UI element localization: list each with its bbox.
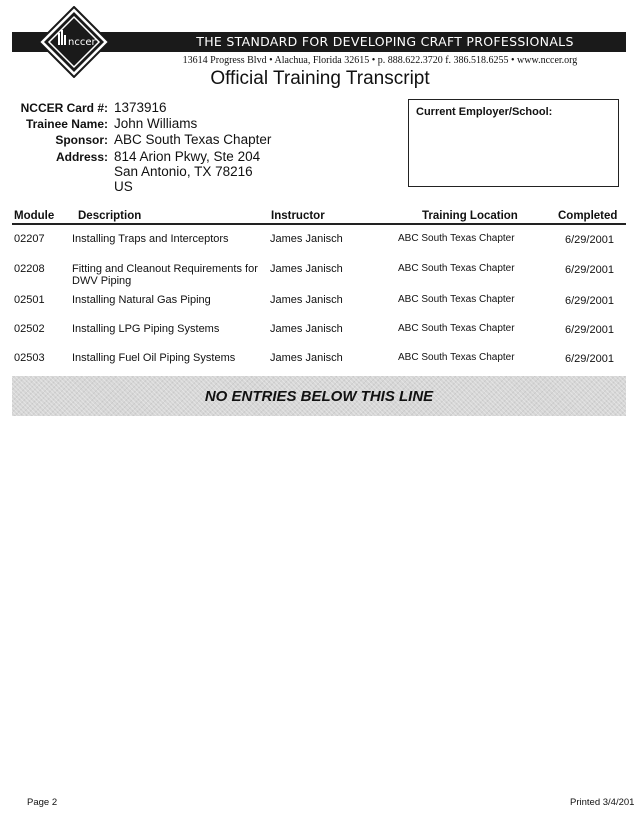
nccer-logo [38,6,110,78]
col-header-instructor: Instructor [271,210,325,222]
table-row-description: Installing Natural Gas Piping [72,294,211,306]
address-label: Address: [55,150,108,164]
card-label: NCCER Card #: [20,101,108,115]
table-row-description: Installing Fuel Oil Piping Systems [72,352,236,364]
table-row-instructor: James Janisch [270,233,343,245]
table-row-description: Installing Traps and Interceptors [72,233,229,245]
table-row-instructor: James Janisch [270,263,343,275]
table-row-location: ABC South Texas Chapter [398,323,515,334]
page-number: Page 2 [27,797,58,808]
col-header-location: Training Location [422,210,518,222]
table-row-module: 02503 [14,352,45,364]
page-title: Official Training Transcript [210,68,430,89]
table-row-location: ABC South Texas Chapter [398,352,515,363]
table-row-description-cont: DWV Piping [72,275,132,287]
card-value: 1373916 [114,100,167,115]
table-row-module: 02502 [14,323,45,335]
address-line-3: US [114,179,133,194]
table-row-instructor: James Janisch [270,323,343,335]
table-row-completed: 6/29/2001 [565,324,614,336]
col-header-description: Description [78,210,142,222]
table-row-location: ABC South Texas Chapter [398,233,515,244]
table-row-location: ABC South Texas Chapter [398,294,515,305]
tagline: THE STANDARD FOR DEVELOPING CRAFT PROFESSIONALS [196,34,574,49]
header-rule [12,223,626,225]
table-row-description: Fitting and Cleanout Requirements for [72,263,258,275]
employer-label: Current Employer/School: [416,106,553,118]
table-row-instructor: James Janisch [270,294,343,306]
org-address: 13614 Progress Blvd • Alachua, Florida 32615 • p. 888.622.3720 f. 386.518.6255 • www.nccer.org [182,55,578,66]
table-row-completed: 6/29/2001 [565,264,614,276]
trainee-name-label: Trainee Name: [25,117,108,131]
table-row-module: 02208 [14,263,45,275]
col-header-module: Module [14,210,55,222]
table-row-module: 02207 [14,233,45,245]
logo-text: nccer [68,37,96,48]
table-row-completed: 6/29/2001 [565,234,614,246]
printed-date: Printed 3/4/201 [570,797,635,808]
trainee-name-value: John Williams [114,116,198,131]
sponsor-label: Sponsor: [55,133,108,147]
table-row-instructor: James Janisch [270,352,343,364]
table-row-location: ABC South Texas Chapter [398,263,515,274]
no-entries-text: NO ENTRIES BELOW THIS LINE [204,388,434,405]
address-line-2: San Antonio, TX 78216 [114,164,253,179]
sponsor-value: ABC South Texas Chapter [114,132,272,147]
table-row-description: Installing LPG Piping Systems [72,323,220,335]
col-header-completed: Completed [558,210,618,222]
table-row-completed: 6/29/2001 [565,295,614,307]
address-line-1: 814 Arion Pkwy, Ste 204 [114,149,261,164]
table-row-completed: 6/29/2001 [565,353,614,365]
table-row-module: 02501 [14,294,45,306]
